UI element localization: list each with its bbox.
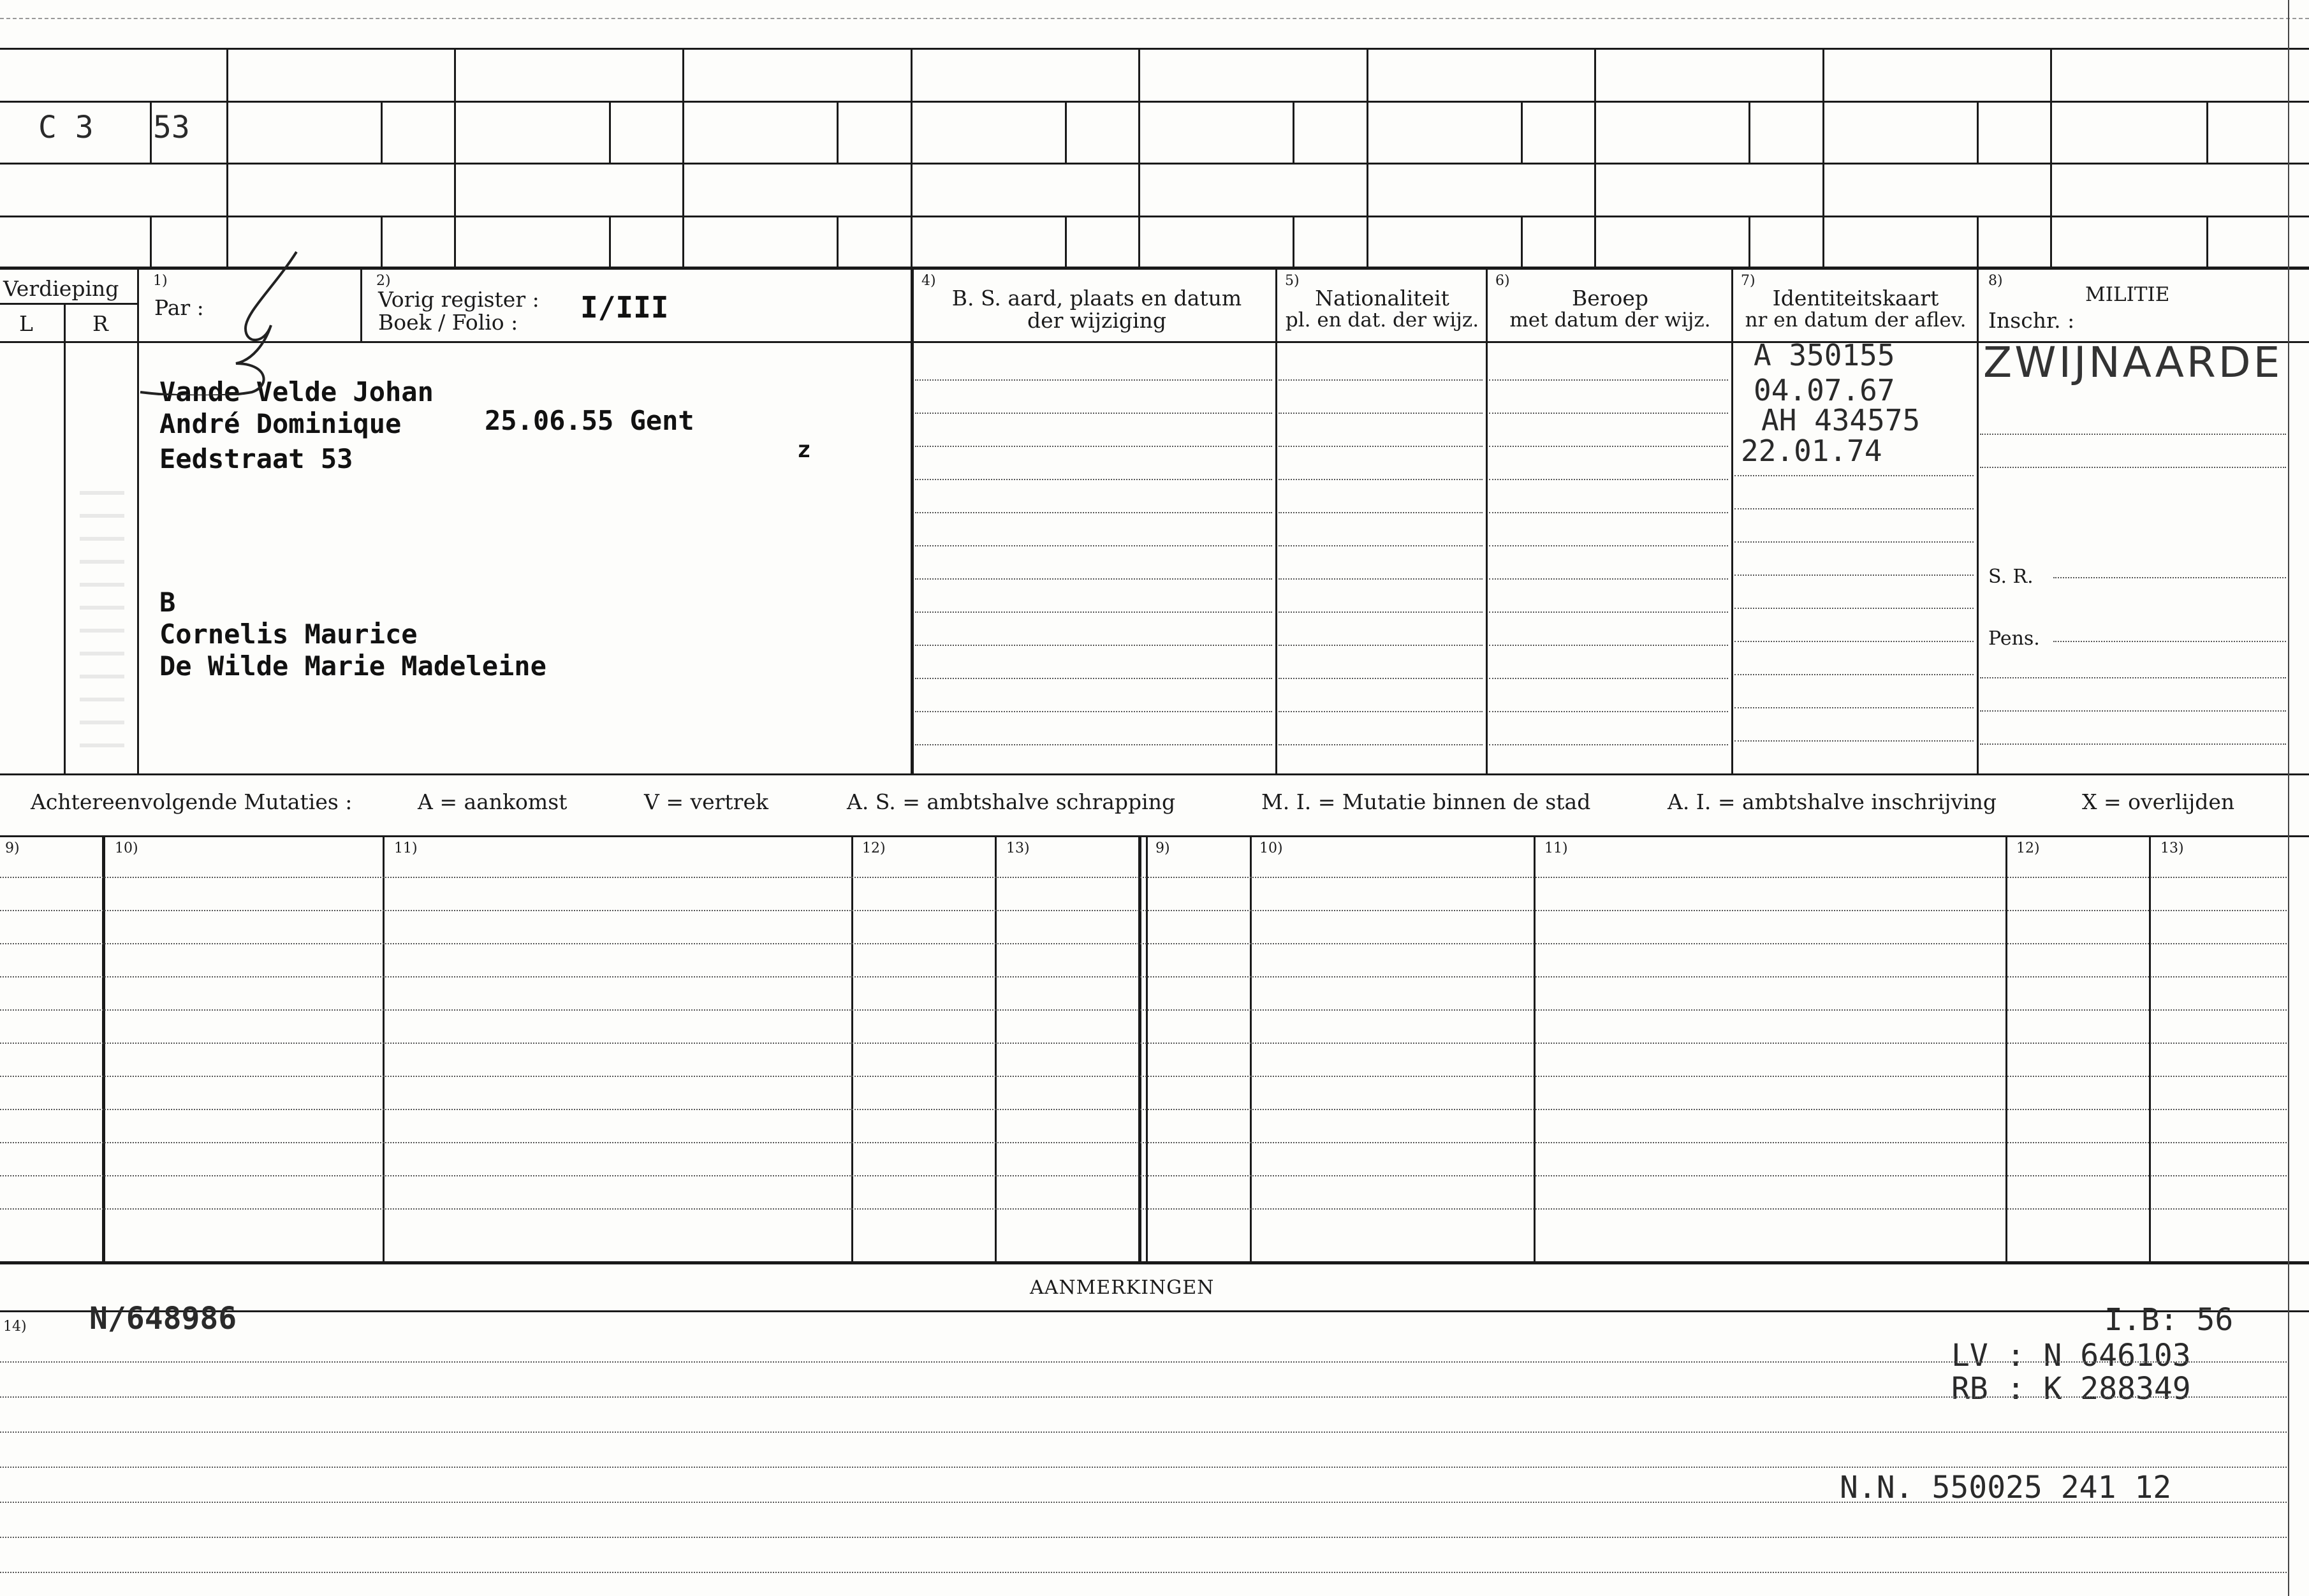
mut-col-9a: 9) — [5, 840, 20, 856]
ruled-line — [0, 1431, 2289, 1433]
legend-ai: A. I. = ambtshalve inschrijving — [1668, 789, 1997, 814]
ruled-line — [915, 512, 1272, 513]
par-number: 1) — [153, 273, 168, 289]
ruled-line — [1734, 575, 1974, 576]
beroep-label-1: Beroep — [1571, 286, 1649, 311]
ruled-line — [915, 446, 1272, 447]
ruled-line — [915, 744, 1272, 745]
ruled-line — [915, 479, 1272, 480]
bs-number: 4) — [921, 273, 936, 289]
remarks-lv: LV : N 646103 — [1951, 1338, 2191, 1373]
ruled-line — [1279, 379, 1483, 381]
bs-label-2: der wijziging — [1027, 308, 1166, 333]
ruled-line — [1734, 475, 1974, 476]
id-card-1: A 350155 — [1754, 338, 1895, 372]
ruled-line — [1489, 479, 1728, 480]
ruled-line — [1489, 611, 1728, 613]
ruled-line — [1489, 744, 1728, 745]
ruled-line — [1980, 434, 2286, 435]
ruled-line — [915, 678, 1272, 679]
father-name: Cornelis Maurice — [159, 619, 418, 650]
ruled-line — [0, 976, 2289, 977]
legend-v: V = vertrek — [644, 789, 768, 814]
ruled-line — [1279, 446, 1483, 447]
ruled-line — [1279, 744, 1483, 745]
ruled-line — [1279, 512, 1483, 513]
mut-col-11b: 11) — [1544, 840, 1568, 856]
ruled-line — [0, 1467, 2289, 1468]
ruled-line — [0, 1396, 2289, 1398]
ruled-line — [1734, 608, 1974, 609]
militie-title: MILITIE — [2085, 283, 2170, 306]
militie-inschr-label: Inschr. : — [1988, 308, 2075, 333]
ruled-line — [1279, 645, 1483, 646]
ruled-line — [915, 611, 1272, 613]
mut-col-11a: 11) — [394, 840, 418, 856]
faint-marks — [80, 472, 124, 765]
ruled-line — [1734, 541, 1974, 543]
ruled-line — [0, 1175, 2289, 1176]
mut-col-13b: 13) — [2160, 840, 2184, 856]
ruled-line — [0, 1142, 2289, 1143]
legend-title: Achtereenvolgende Mutaties : — [31, 789, 353, 814]
ruled-line — [1279, 545, 1483, 546]
col-r-label: R — [92, 311, 108, 336]
ruled-line — [0, 1361, 2289, 1363]
ruled-line — [1279, 413, 1483, 414]
ruled-line — [1980, 467, 2286, 468]
legend-x: X = overlijden — [2082, 789, 2235, 814]
ruled-line — [1489, 578, 1728, 580]
sr-label: S. R. — [1988, 566, 2034, 588]
verdieping-label: Verdieping — [3, 276, 119, 301]
parent-code: B — [159, 587, 176, 618]
person-address: Eedstraat 53 — [159, 443, 353, 474]
nat-number: 5) — [1285, 273, 1300, 289]
ruled-line — [1734, 508, 1974, 509]
person-birth: 25.06.55 Gent — [485, 405, 694, 436]
person-name-1: Vande Velde Johan — [159, 376, 434, 407]
person-mark: z — [797, 437, 811, 463]
ruled-line — [0, 910, 2289, 911]
ruled-line — [0, 877, 2289, 878]
person-name-2: André Dominique — [159, 408, 402, 439]
legend-a: A = aankomst — [418, 789, 568, 814]
ruled-line — [0, 1043, 2289, 1044]
vorig-register-value: I/III — [580, 290, 669, 325]
ruled-line — [1734, 641, 1974, 642]
beroep-label-2: met datum der wijz. — [1509, 309, 1711, 332]
ruled-line — [1734, 674, 1974, 675]
nat-label-2: pl. en dat. der wijz. — [1285, 309, 1479, 332]
signature-mark — [128, 249, 319, 395]
ruled-line — [1489, 413, 1728, 414]
mil-number: 8) — [1988, 273, 2003, 289]
ruled-line — [915, 545, 1272, 546]
ruled-line — [1980, 677, 2286, 678]
id-number: 7) — [1741, 273, 1756, 289]
mut-col-10b: 10) — [1259, 840, 1283, 856]
ruled-line — [1279, 711, 1483, 712]
ruled-line — [0, 1208, 2289, 1210]
remarks-nn: N.N. 550025 241 12 — [1840, 1470, 2172, 1505]
beroep-number: 6) — [1495, 273, 1510, 289]
ruled-line — [1279, 678, 1483, 679]
ruled-line — [0, 1076, 2289, 1077]
ruled-line — [915, 413, 1272, 414]
ruled-line — [1734, 707, 1974, 708]
ruled-line — [1489, 379, 1728, 381]
ruled-line — [1279, 479, 1483, 480]
card-number: 53 — [153, 110, 190, 145]
id-date-2: 22.01.74 — [1741, 434, 1882, 468]
remarks-number: 14) — [3, 1319, 27, 1335]
vorig-register-label: Vorig register : — [378, 287, 539, 312]
ruled-line — [1734, 740, 1974, 742]
ruled-line — [915, 578, 1272, 580]
ruled-line — [1489, 711, 1728, 712]
ruled-line — [1489, 645, 1728, 646]
mut-col-12b: 12) — [2016, 840, 2040, 856]
ruled-line — [0, 943, 2289, 944]
ruled-line — [0, 1537, 2289, 1538]
ruled-line — [915, 645, 1272, 646]
ruled-line — [1279, 611, 1483, 613]
mother-name: De Wilde Marie Madeleine — [159, 650, 546, 682]
ruled-line — [2053, 641, 2286, 642]
nat-label-1: Nationaliteit — [1315, 286, 1449, 311]
bs-label-1: B. S. aard, plaats en datum — [951, 286, 1242, 311]
col-l-label: L — [19, 311, 33, 336]
mut-col-10a: 10) — [115, 840, 138, 856]
vorig-number: 2) — [376, 273, 391, 289]
ruled-line — [1489, 512, 1728, 513]
pens-label: Pens. — [1988, 627, 2040, 650]
ruled-line — [0, 1009, 2289, 1011]
mut-col-9b: 9) — [1155, 840, 1170, 856]
remarks-n-number: N/648986 — [89, 1301, 237, 1336]
remarks-rb: RB : K 288349 — [1951, 1371, 2191, 1407]
ruled-line — [1489, 446, 1728, 447]
remarks-title: AANMERKINGEN — [1030, 1277, 1215, 1299]
boek-folio-label: Boek / Folio : — [378, 310, 518, 335]
mut-col-12a: 12) — [862, 840, 886, 856]
id-date-1: 04.07.67 — [1754, 373, 1895, 407]
ruled-line — [0, 1572, 2289, 1573]
legend-mi: M. I. = Mutatie binnen de stad — [1261, 789, 1591, 814]
ruled-line — [1980, 710, 2286, 712]
ruled-line — [2053, 577, 2286, 578]
ruled-line — [1489, 545, 1728, 546]
id-label-2: nr en datum der aflev. — [1745, 309, 1967, 332]
id-card-2: AH 434575 — [1761, 403, 1921, 437]
ruled-line — [1489, 678, 1728, 679]
ruled-line — [1279, 578, 1483, 580]
ruled-line — [1980, 743, 2286, 745]
militia-inschr-stamp: ZWIJNAARDE — [1983, 338, 2283, 387]
ruled-line — [0, 1502, 2289, 1503]
ruled-line — [0, 1109, 2289, 1110]
card-code: C 3 — [38, 110, 94, 145]
par-label: Par : — [154, 295, 204, 320]
id-label-1: Identiteitskaart — [1772, 286, 1939, 311]
ruled-line — [915, 379, 1272, 381]
remarks-ib: I.B: 56 — [2104, 1302, 2234, 1338]
ruled-line — [915, 711, 1272, 712]
legend-as: A. S. = ambtshalve schrapping — [847, 789, 1176, 814]
mut-col-13a: 13) — [1006, 840, 1030, 856]
